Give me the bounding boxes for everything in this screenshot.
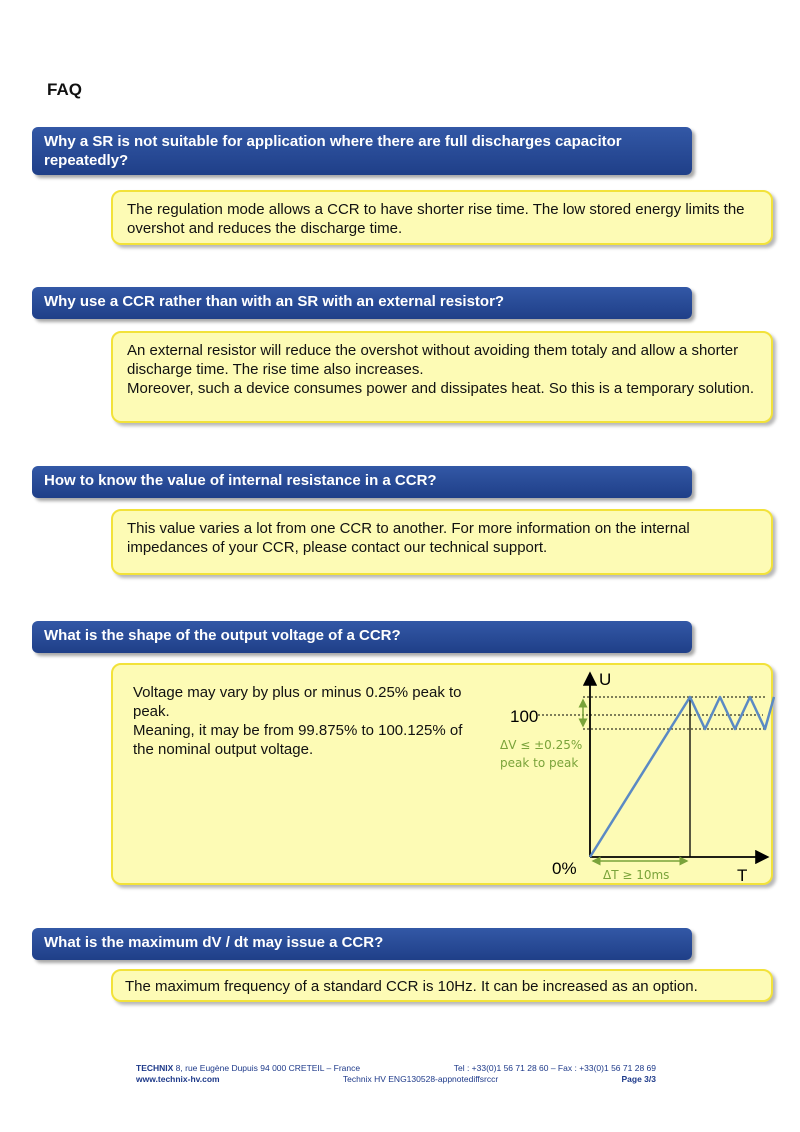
footer-doc-ref: Technix HV ENG130528-appnotediffsrccr xyxy=(342,1074,499,1084)
answer-3 xyxy=(111,509,773,575)
page-footer xyxy=(136,1063,656,1085)
voltage-signal xyxy=(590,697,774,857)
voltage-waveform-diagram xyxy=(113,665,775,887)
footer-page: Page 3/3 xyxy=(621,1074,656,1084)
question-2: Why use a CCR rather than with an SR with an external resistor? xyxy=(32,287,692,319)
answer-5 xyxy=(111,969,773,1002)
answer-2 xyxy=(111,331,773,423)
rise-time-label: ΔT ≥ 10ms xyxy=(603,868,670,882)
question-1: Why a SR is not suitable for application where there are full discharges capacitor repeatedly? xyxy=(32,127,692,175)
answer-5-text: The maximum frequency of a standard CCR is 10Hz. It can be increased as an option. xyxy=(125,978,698,995)
answer-1 xyxy=(111,190,773,245)
answer-4-text-1: Voltage may vary by plus or minus 0.25% peak to peak. xyxy=(133,684,462,720)
answer-2-text-1: An external resistor will reduce the overshot without avoiding them totaly and allow a shorter discharge time. The rise time also increases. xyxy=(127,342,739,378)
answer-3-text: This value varies a lot from one CCR to another. For more information on the internal impedances of your CCR, please contact our technical support. xyxy=(127,520,690,556)
footer-address: 8, rue Eugène Dupuis 94 000 CRETEIL – France xyxy=(173,1063,361,1073)
answer-2-text-2: Moreover, such a device consumes power and dissipates heat. So this is a temporary solution. xyxy=(127,380,754,397)
ripple-label-2: peak to peak xyxy=(500,756,579,770)
footer-address-block xyxy=(136,1063,360,1074)
question-5: What is the maximum dV / dt may issue a CCR? xyxy=(32,928,692,960)
footer-phone: Tel : +33(0)1 56 71 28 60 – Fax : +33(0)1 56 71 28 69 xyxy=(453,1063,656,1073)
x-axis-label: T xyxy=(737,866,748,885)
footer-company: TECHNIX xyxy=(136,1063,174,1073)
faq-title: FAQ xyxy=(47,80,82,99)
footer-website[interactable]: www.technix-hv.com xyxy=(136,1074,220,1084)
answer-4 xyxy=(111,663,773,885)
answer-4-text-2: Meaning, it may be from 99.875% to 100.125% of the nominal output voltage. xyxy=(133,722,463,758)
y-axis-label: U xyxy=(599,670,612,689)
question-3: How to know the value of internal resistance in a CCR? xyxy=(32,466,692,498)
origin-label: 0% xyxy=(552,859,577,878)
question-4: What is the shape of the output voltage of a CCR? xyxy=(32,621,692,653)
answer-1-text: The regulation mode allows a CCR to have shorter rise time. The low stored energy limits the overshot and reduces the discharge time. xyxy=(127,201,745,237)
level-label: 100 xyxy=(510,707,539,726)
ripple-label-1: ΔV ≤ ±0.25% xyxy=(500,738,583,752)
